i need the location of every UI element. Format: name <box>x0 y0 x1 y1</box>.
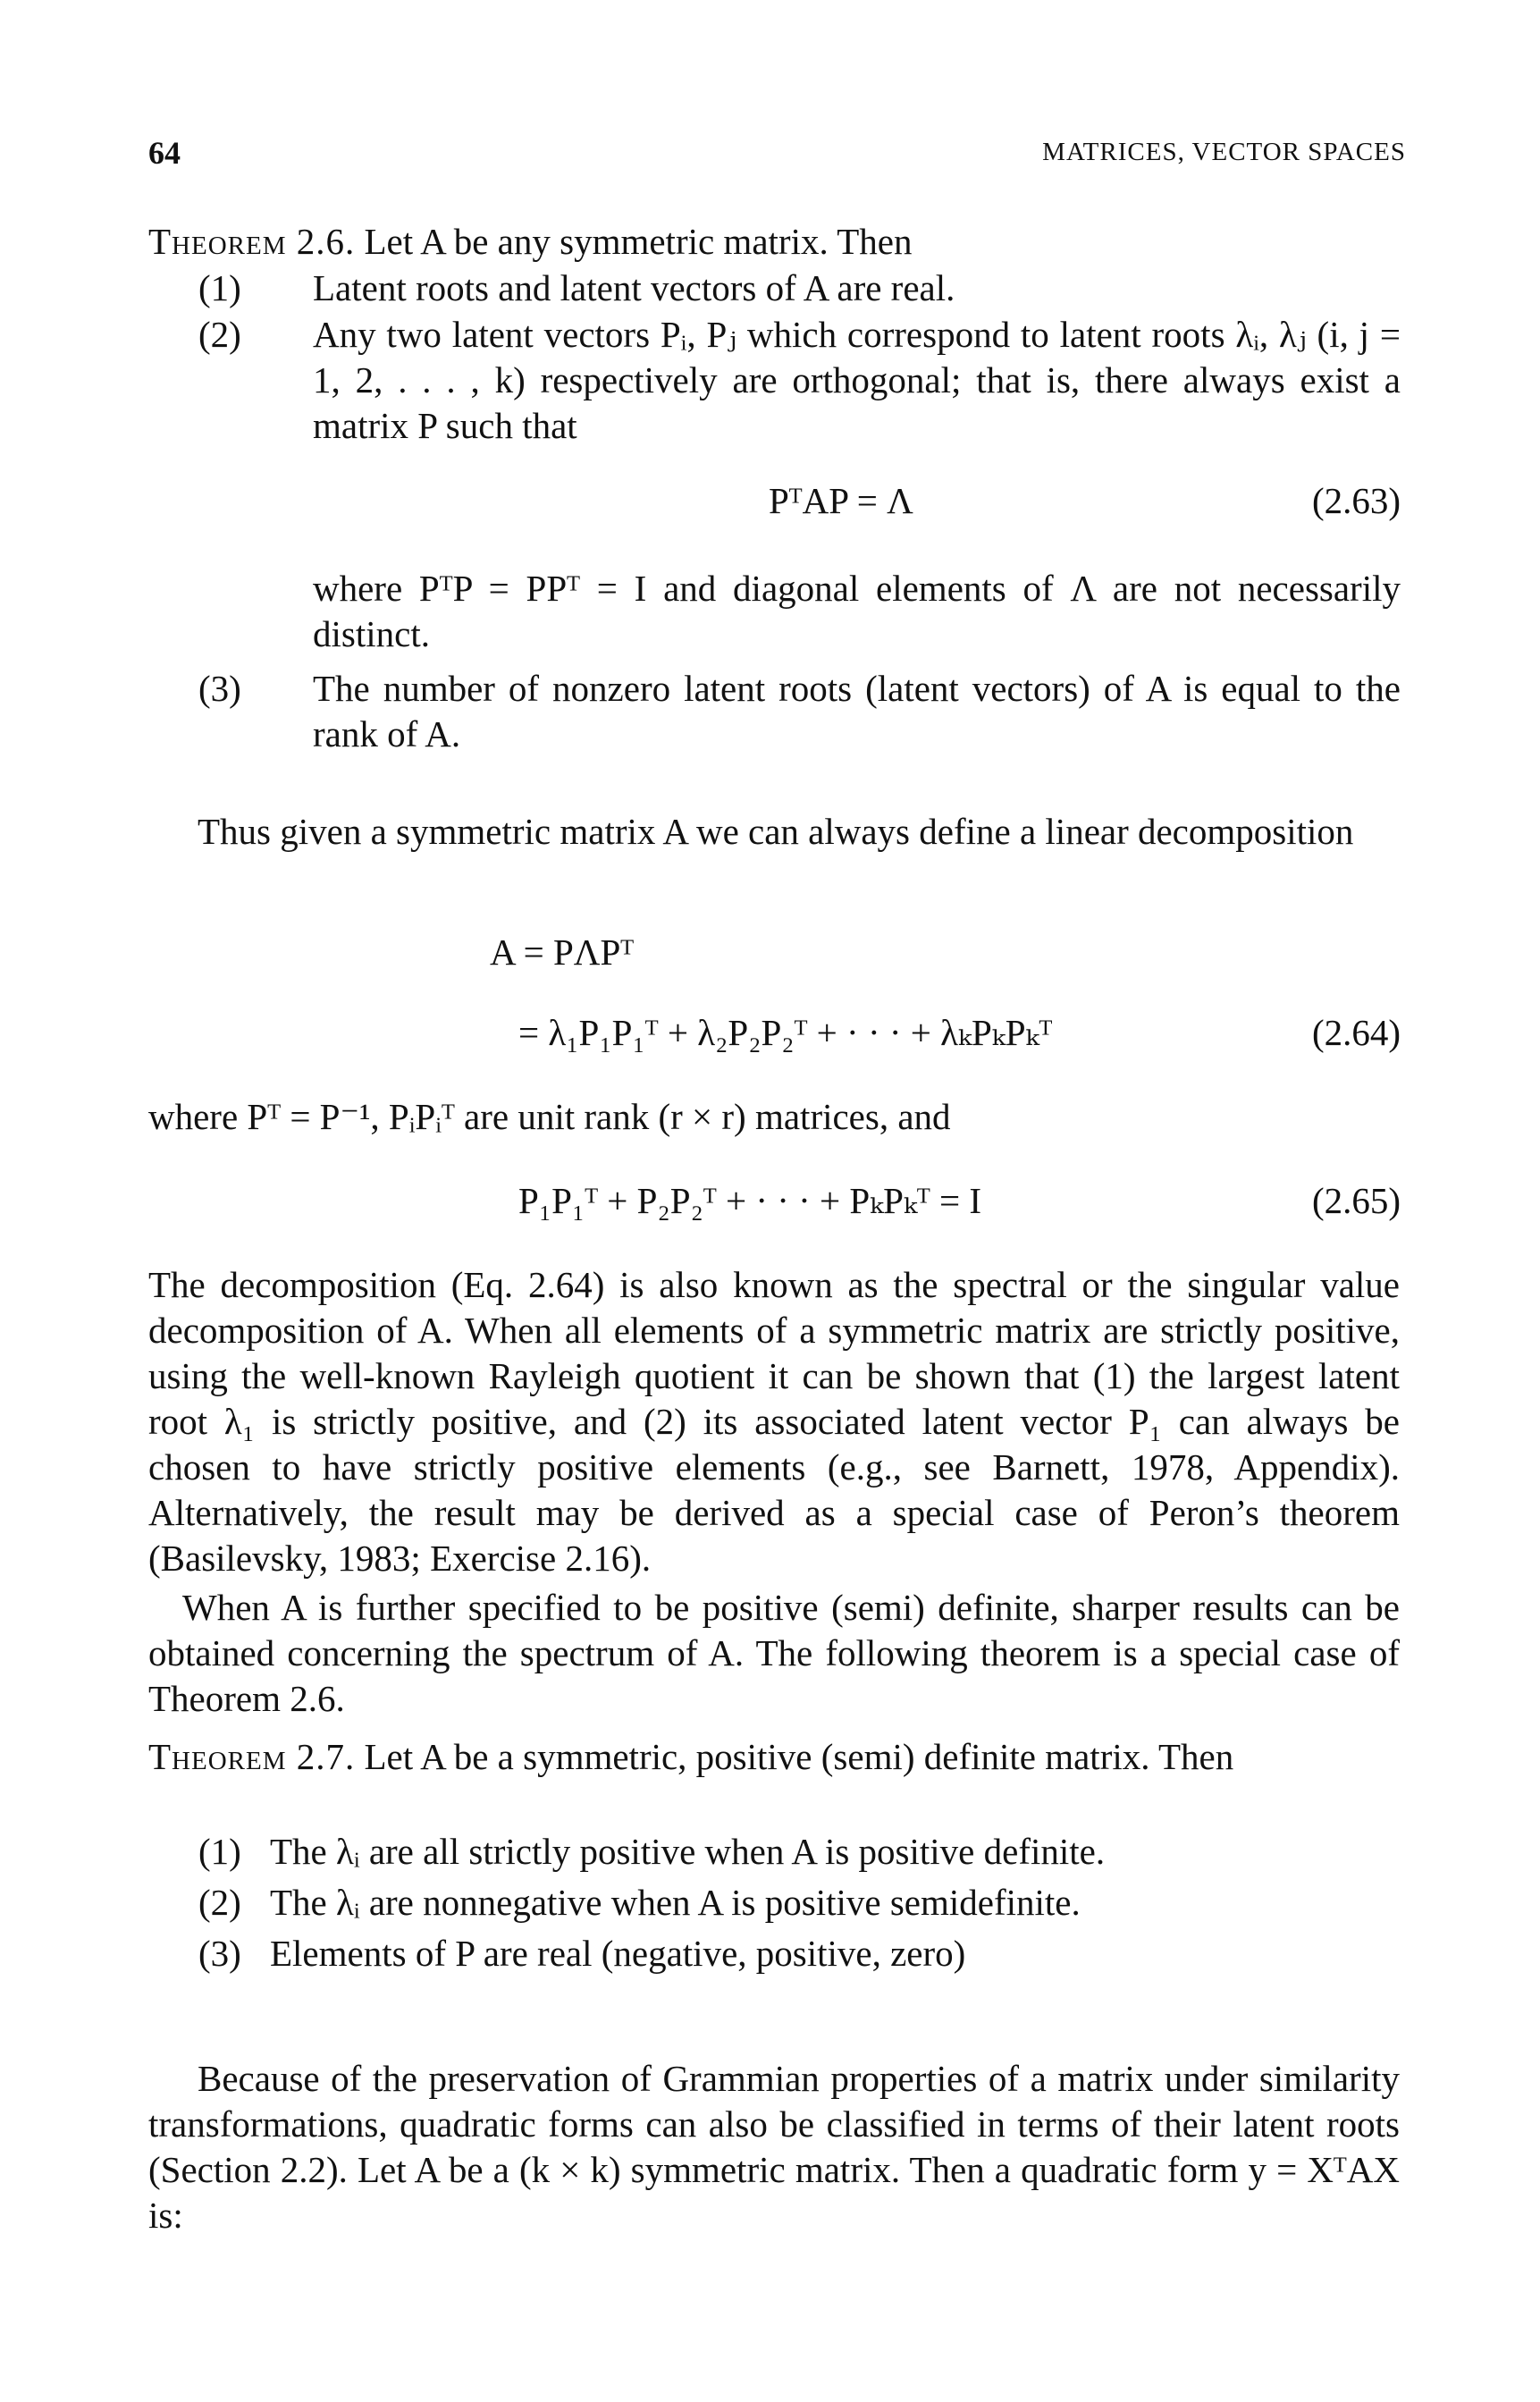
item-label: (1) <box>198 267 241 308</box>
page-header <box>148 134 1406 179</box>
equation-2-64-line-1: A = PΛPᵀ <box>490 931 635 973</box>
paragraph-spectral: The decomposition (Eq. 2.64) is also known as the spectral or the singular value decomposition of A. When all elements of a symmetric matrix are strictly positive, using the well-known Rayleigh quotient it can be shown that (1) the largest latent root λ₁ is strictly positive, and (2) its associated latent vector P₁ can always be chosen to have strictly positive elements (e.g., see Barnett, 1978, Appendix). Alternatively, the result may be derived as a special case of Peron’s theorem (Basilevsky, 1983; Exercise 2.16). <box>148 1264 1400 1579</box>
equation-number: (2.64) <box>1311 1012 1401 1053</box>
item-text: The λᵢ are nonnegative when A is positive semidefinite. <box>270 1882 1081 1923</box>
theorem-intro: Let A be any symmetric matrix. Then <box>364 221 913 262</box>
theorem-label: Theorem 2.7. <box>148 1736 356 1777</box>
item-text: The λᵢ are all strictly positive when A is positive definite. <box>270 1831 1106 1872</box>
item-text: The number of nonzero latent roots (latent vectors) of A is equal to the rank of A. <box>313 668 1401 754</box>
item-text: where PᵀP = PPᵀ = I and diagonal elements of Λ are not necessarily distinct. <box>313 568 1401 654</box>
theorem-2-6-item-1 <box>198 265 1401 311</box>
item-label: (1) <box>198 1831 241 1872</box>
paragraph-decomposition: Thus given a symmetric matrix A we can always define a linear decomposition <box>198 811 1354 852</box>
item-text: Any two latent vectors Pᵢ, Pⱼ which correspond to latent roots λᵢ, λⱼ (i, j = 1, 2, . . . , k) respectively are orthogonal; that is, there always exist a matrix P such that <box>313 314 1401 446</box>
item-label: (2) <box>198 1882 241 1923</box>
item-label: (2) <box>198 314 241 355</box>
item-text: Latent roots and latent vectors of A are real. <box>313 267 955 308</box>
theorem-intro: Let A be a symmetric, positive (semi) definite matrix. Then <box>364 1736 1234 1777</box>
theorem-2-7-item-3 <box>198 1931 1401 1976</box>
theorem-2-6-item-3 <box>198 666 1401 757</box>
theorem-2-6-item-2 <box>198 312 1401 449</box>
equation-2-64-line-2: = λ₁P₁P₁ᵀ + λ₂P₂P₂ᵀ + · · · + λₖPₖPₖᵀ <box>518 1012 1053 1053</box>
theorem-2-7-item-1 <box>198 1829 1401 1875</box>
item-label: (3) <box>198 668 241 709</box>
paragraph-when: When A is further specified to be positive (semi) definite, sharper results can be obtained concerning the spectrum of A. The following theorem is a special case of Theorem 2.6. <box>148 1587 1400 1719</box>
equation-2-63: PᵀAP = Λ <box>769 480 913 521</box>
equation-2-65: P₁P₁ᵀ + P₂P₂ᵀ + · · · + PₖPₖᵀ = I <box>518 1180 982 1221</box>
item-text: Elements of P are real (negative, positive, zero) <box>270 1933 966 1974</box>
page-number: 64 <box>148 135 181 171</box>
theorem-2-7-heading <box>148 1734 1400 1780</box>
theorem-2-6-item-2-continued <box>198 566 1401 657</box>
theorem-2-7-item-2 <box>198 1880 1401 1926</box>
theorem-label: Theorem 2.6. <box>148 221 356 262</box>
item-label: (3) <box>198 1933 241 1974</box>
paragraph-because: Because of the preservation of Grammian properties of a matrix under similarity transformations, quadratic forms can also be classified in terms of their latent roots (Section 2.2). Let A be a (k × k) symmetric matrix. Then a quadratic form y = XᵀAX is: <box>148 2058 1400 2236</box>
paragraph-where: where Pᵀ = P⁻¹, PᵢPᵢᵀ are unit rank (r × r) matrices, and <box>148 1096 951 1137</box>
equation-number: (2.63) <box>1311 480 1401 521</box>
running-title: MATRICES, VECTOR SPACES <box>1042 138 1406 166</box>
theorem-2-6-heading <box>148 219 1400 265</box>
equation-number: (2.65) <box>1311 1180 1401 1221</box>
